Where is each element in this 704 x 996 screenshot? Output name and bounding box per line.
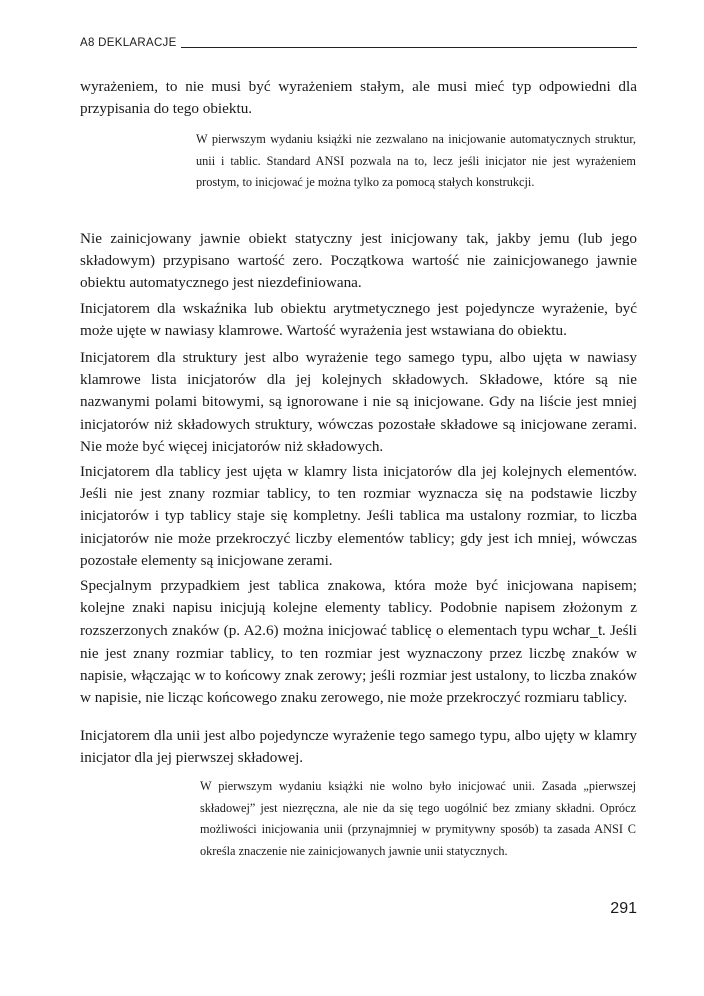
paragraph-struct-init: Inicjatorem dla struktury jest albo wyrażenie tego samego typu, albo ujęta w nawiasy klamrowe lista inicjatorów dla jej kolejnych składowych. Składowe, które są nie nazwanymi polami bitowymi, są ignorowane i nie są inicjowane. Gdy na liście jest mniej inicjatorów niż składowych struktury, wówczas pozostałe składowe są inicjowane zerami. Nie może być więcej inicjatorów niż składowych. [80, 349, 637, 455]
paragraph-pointer-init: Inicjatorem dla wskaźnika lub obiektu arytmetycznego jest pojedyncze wyrażenie, być może ujęte w nawiasy klamrowe. Wartość wyrażenia jest wstawiana do obiektu. [80, 300, 637, 340]
paragraph-union-init: Inicjatorem dla unii jest albo pojedyncze wyrażenie tego samego typu, albo ujęty w klamry inicjator dla jej pierwszej składowej. [80, 727, 637, 767]
paragraph-char-array-init [80, 575, 637, 709]
page-number: 291 [610, 900, 637, 917]
historical-note-1: W pierwszym wydaniu książki nie zezwalano na inicjowanie automatycznych struktur, unii i tablic. Standard ANSI pozwala na to, lecz jeśli inicjator nie jest wyrażeniem prostym, to inicjować je można tylko za pomocą stałych konstrukcji. [196, 132, 636, 189]
paragraph-char-array-text-b: . Jeśli nie jest znany rozmiar tablicy, to ten rozmiar jest wyznaczony przez liczbę znaków w napisie, włączając w to końcowy znak zerowy; jeśli rozmiar jest ustalony, to liczba znaków w napisie, nie licząc końcowego znaku zerowego, nie może przekroczyć rozmiaru tablicy. [80, 622, 637, 707]
code-wchar-t: wchar_t [552, 622, 602, 639]
historical-note-2: W pierwszym wydaniu książki nie wolno było inicjować unii. Zasada „pierwszej składowej” jest niezręczna, ale nie da się tego uogólnić bez zmiany składni. Oprócz możliwości inicjowania unii (przynajmniej w prymitywny sposób) ta zasada ANSI C określa znaczenie nie zainicjowanych jawnie unii statycznych. [200, 779, 636, 858]
paragraph-static-init: Nie zainicjowany jawnie obiekt statyczny jest inicjowany tak, jakby jemu (lub jego składowym) przypisano wartość zero. Początkowa wartość nie zainicjowanego jawnie obiektu automatycznego jest niezdefiniowana. [80, 230, 637, 292]
paragraph-continuation: wyrażeniem, to nie musi być wyrażeniem stałym, ale musi mieć typ odpowiedni dla przypisania do tego obiektu. [80, 78, 637, 118]
running-header [80, 37, 637, 49]
paragraph-array-init: Inicjatorem dla tablicy jest ujęta w klamry lista inicjatorów dla jej kolejnych elementów. Jeśli nie jest znany rozmiar tablicy, to ten rozmiar wyznacza się na podstawie liczby inicjatorów i typ tablicy staje się kompletny. Jeśli tablica ma ustalony rozmiar, to liczba inicjatorów nie może przekroczyć liczby elementów tablicy; gdy jest ich mniej, wówczas pozostałe elementy są inicjowane zerami. [80, 463, 637, 569]
header-rule [181, 47, 637, 48]
running-header-title: A8 DEKLARACJE [80, 37, 177, 49]
paragraph-char-array-text-a: Specjalnym przypadkiem jest tablica znakowa, która może być inicjowana napisem; kolejne znaki napisu inicjują kolejne elementy tablicy. Podobnie napisem złożonym z rozszerzonych znaków (p. A2.6) można inicjować tablicę o elementach typu [80, 577, 637, 640]
